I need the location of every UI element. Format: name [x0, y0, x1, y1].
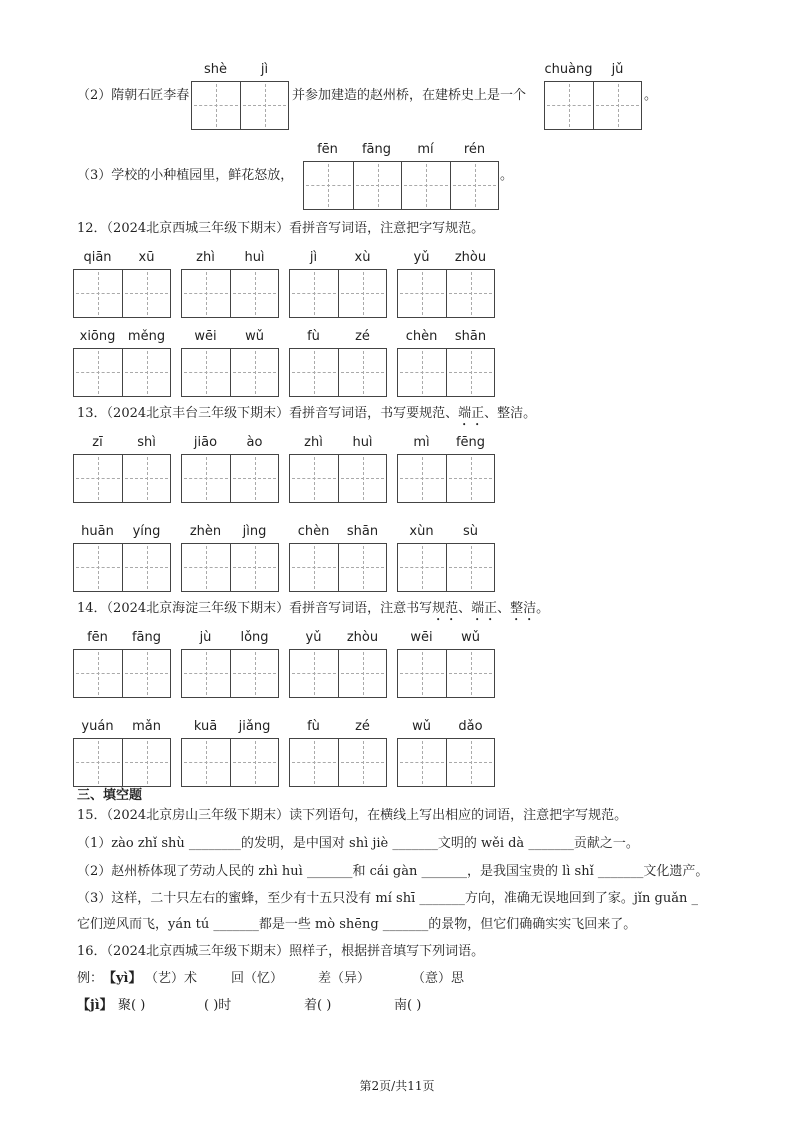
q15-title: 15．（2024北京房山三年级下期末）读下列语句，在横线上写出相应的词语，注意把字写规范。	[77, 808, 628, 823]
word-grid	[73, 525, 171, 540]
pinyin: zé	[355, 329, 370, 344]
writing-grid[interactable]	[181, 348, 279, 397]
writing-grid[interactable]	[73, 543, 171, 592]
q13-title	[77, 406, 536, 429]
pinyin: zhì	[304, 435, 323, 450]
pinyin: zhèn	[189, 524, 222, 539]
writing-grid[interactable]	[289, 454, 387, 503]
pinyin: zī	[92, 435, 103, 450]
writing-grid[interactable]	[73, 348, 171, 397]
writing-grid[interactable]	[289, 738, 387, 787]
pinyin: yuán	[81, 719, 114, 734]
q11-item2-grid-b	[544, 63, 642, 78]
pinyin: huì	[244, 250, 265, 265]
word-grid	[289, 330, 387, 345]
pinyin: xù	[354, 250, 371, 265]
pinyin: fù	[307, 719, 320, 734]
pinyin: shì	[137, 435, 156, 450]
writing-grid[interactable]	[289, 269, 387, 318]
q11-item2-middle: 并参加建造的赵州桥，在建桥史上是一个	[292, 88, 527, 103]
pinyin: shè	[203, 62, 227, 77]
q15-line1: （1）zào zhǐ shù ________的发明，是中国对 shì jiè _______文明的 wěi dà _______贡献之一。	[77, 836, 639, 851]
writing-grid[interactable]	[544, 81, 642, 130]
pinyin: shān	[346, 524, 379, 539]
pinyin: chèn	[405, 329, 438, 344]
pinyin: zhì	[196, 250, 215, 265]
q14-title-post: 。	[536, 601, 550, 616]
pinyin: měng	[127, 329, 166, 344]
q11-item2-prefix: （2）隋朝石匠李春	[77, 88, 190, 103]
pinyin: wǔ	[245, 329, 264, 344]
pinyin: jiāo	[193, 435, 218, 450]
writing-grid[interactable]	[181, 738, 279, 787]
pinyin: ào	[246, 435, 263, 450]
writing-grid[interactable]	[181, 543, 279, 592]
pinyin: dǎo	[458, 719, 483, 734]
word-grid	[181, 330, 279, 345]
pinyin: wēi	[410, 630, 433, 645]
pinyin: qiān	[83, 250, 112, 265]
writing-grid[interactable]	[397, 649, 495, 698]
word-grid	[397, 525, 495, 540]
pinyin: wēi	[194, 329, 217, 344]
word-grid	[73, 330, 171, 345]
q16-task-item[interactable]: 聚( )	[118, 998, 146, 1013]
writing-grid[interactable]	[181, 454, 279, 503]
word-grid	[397, 251, 495, 266]
word-grid	[289, 720, 387, 735]
writing-grid[interactable]	[397, 348, 495, 397]
q15-line3: （3）这样，二十只左右的蜜蜂，至少有十五只没有 mí shī _______方向，准确无误地回到了家。jǐn guǎn _	[77, 891, 698, 906]
pinyin: mì	[413, 435, 430, 450]
pinyin: jì	[260, 62, 269, 77]
word-grid	[73, 436, 171, 451]
pinyin: fēn	[317, 142, 338, 157]
q15-line2: （2）赵州桥体现了劳动人民的 zhì huì _______和 cái gàn _______，是我国宝贵的 lì shǐ _______文化遗产。	[77, 864, 709, 879]
pinyin: shān	[454, 329, 487, 344]
pinyin: xiōng	[79, 329, 116, 344]
pinyin: fāng	[361, 142, 392, 157]
section-heading: 三、填空题	[77, 788, 143, 803]
writing-grid[interactable]	[397, 738, 495, 787]
pinyin: lǒng	[240, 630, 269, 645]
pinyin: jǔ	[611, 62, 624, 77]
pinyin: yíng	[132, 524, 161, 539]
q14-title-dot: 规范、端正、整洁	[432, 601, 537, 616]
pinyin: wǔ	[461, 630, 480, 645]
q14-title-pre: 14．（2024北京海淀三年级下期末）看拼音写词语，注意书写	[77, 601, 433, 616]
q13-title-post: 、整洁。	[484, 406, 537, 421]
q16-title: 16．（2024北京西城三年级下期末）照样子，根据拼音填写下列词语。	[77, 944, 485, 959]
q11-item2-grid-a	[191, 63, 289, 78]
q16-example-item: 差（异）	[318, 971, 371, 986]
word-grid	[73, 720, 171, 735]
word-grid	[289, 436, 387, 451]
q16-example-item: （意）思	[412, 971, 465, 986]
q16-example-label: 例：	[77, 971, 104, 986]
pinyin: fù	[307, 329, 320, 344]
q16-task-item[interactable]: 南( )	[394, 998, 422, 1013]
word-grid	[397, 720, 495, 735]
word-grid	[73, 631, 171, 646]
word-grid	[289, 251, 387, 266]
pinyin: yǔ	[413, 250, 430, 265]
pinyin: xū	[138, 250, 155, 265]
pinyin: wǔ	[412, 719, 431, 734]
q16-example-key: 【yì】	[103, 971, 142, 986]
writing-grid[interactable]	[73, 649, 171, 698]
q16-example-item: 回（忆）	[231, 971, 284, 986]
q11-item2-end: 。	[644, 88, 658, 103]
q11-item3-grid	[303, 143, 499, 158]
pinyin: jì	[309, 250, 318, 265]
writing-grid[interactable]	[289, 543, 387, 592]
q16-task-item[interactable]: 着( )	[304, 998, 332, 1013]
pinyin: zhòu	[346, 630, 379, 645]
pinyin: zé	[355, 719, 370, 734]
pinyin: huān	[81, 524, 114, 539]
word-grid	[181, 525, 279, 540]
pinyin: fāng	[131, 630, 162, 645]
writing-grid[interactable]	[289, 348, 387, 397]
word-grid	[181, 720, 279, 735]
word-grid	[181, 631, 279, 646]
writing-grid[interactable]	[73, 738, 171, 787]
word-grid	[73, 251, 171, 266]
writing-grid[interactable]	[397, 454, 495, 503]
writing-grid[interactable]	[397, 269, 495, 318]
pinyin: chuàng	[544, 62, 593, 77]
q12-title: 12．（2024北京西城三年级下期末）看拼音写词语，注意把字写规范。	[77, 221, 485, 236]
pinyin: huì	[352, 435, 373, 450]
pinyin: kuā	[193, 719, 218, 734]
word-grid	[181, 436, 279, 451]
q16-task-item[interactable]: ( )时	[204, 998, 232, 1013]
q11-item3-end: 。	[500, 168, 514, 183]
word-grid	[397, 330, 495, 345]
writing-grid[interactable]	[181, 269, 279, 318]
q14-title	[77, 601, 549, 624]
q16-example-item: （艺）术	[145, 971, 198, 986]
word-grid	[397, 631, 495, 646]
pinyin: jìng	[242, 524, 267, 539]
q15-line4: 它们逆风而飞，yán tú _______都是一些 mò shēng _______的景物，但它们确确实实飞回来了。	[77, 917, 637, 932]
pinyin: jiǎng	[238, 719, 271, 734]
pinyin: zhòu	[454, 250, 487, 265]
q11-item3-prefix: （3）学校的小种植园里，鲜花怒放，	[77, 168, 294, 183]
writing-grid[interactable]	[303, 161, 499, 210]
writing-grid[interactable]	[73, 454, 171, 503]
pinyin: fēn	[87, 630, 108, 645]
word-grid	[397, 436, 495, 451]
writing-grid[interactable]	[397, 543, 495, 592]
writing-grid[interactable]	[181, 649, 279, 698]
pinyin: yǔ	[305, 630, 322, 645]
word-grid	[289, 631, 387, 646]
pinyin: chèn	[297, 524, 330, 539]
page-number: 第2页/共11页	[359, 1079, 435, 1093]
q16-task-key: 【jì】	[77, 998, 113, 1013]
pinyin: xùn	[409, 524, 434, 539]
writing-grid[interactable]	[73, 269, 171, 318]
pinyin: mí	[417, 142, 434, 157]
pinyin: mǎn	[132, 719, 161, 734]
pinyin: rén	[463, 142, 486, 157]
pinyin: jù	[199, 630, 212, 645]
writing-grid[interactable]	[289, 649, 387, 698]
q13-title-dot: 端正	[458, 406, 485, 421]
word-grid	[289, 525, 387, 540]
writing-grid[interactable]	[191, 81, 289, 130]
word-grid	[181, 251, 279, 266]
pinyin: sù	[462, 524, 478, 539]
pinyin: fēng	[455, 435, 486, 450]
q13-title-pre: 13．（2024北京丰台三年级下期末）看拼音写词语，书写要规范、	[77, 406, 459, 421]
